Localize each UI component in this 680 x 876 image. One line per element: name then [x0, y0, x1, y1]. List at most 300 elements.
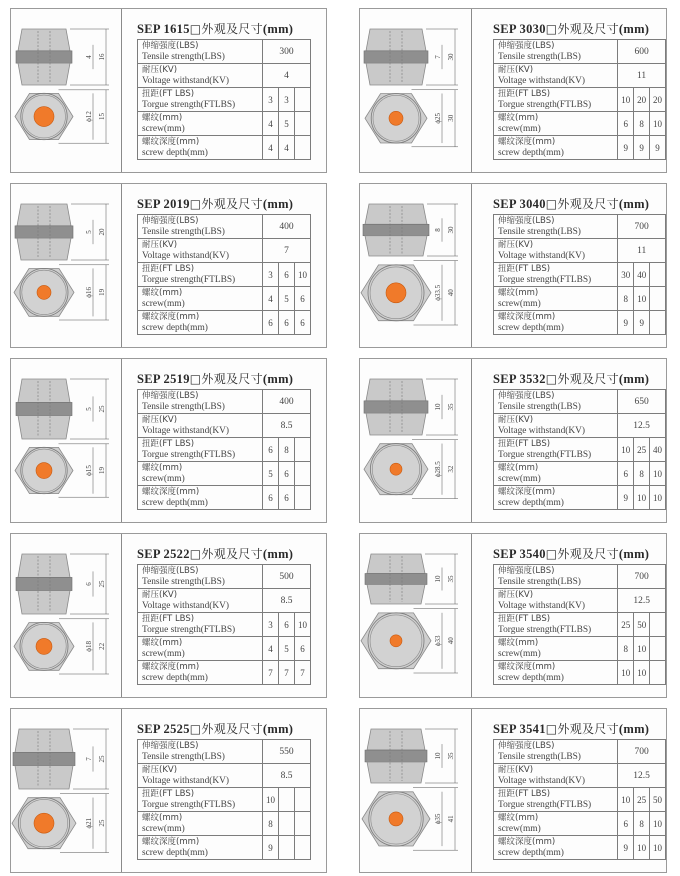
product-title: [137, 545, 293, 562]
hex-dimension-label: 25: [98, 819, 106, 827]
row-voltage: 耐压(KV) Voltage withstand(KV) 11: [494, 64, 666, 88]
band-dimension-label: 5: [85, 230, 93, 234]
screw-value: 10: [650, 812, 666, 836]
top-view-icon: [365, 93, 427, 143]
row-torque: 扭距(FT LBS) Torgue strength(FTLBS) 30 40: [494, 263, 666, 287]
insulator-drawing: [11, 184, 121, 347]
depth-value: 6: [263, 486, 279, 510]
depth-value: [295, 486, 311, 510]
side-view-icon: [16, 554, 72, 614]
product-card-sep-1615: [10, 8, 327, 173]
torque-value: 6: [279, 613, 295, 637]
screw-value: 4: [263, 112, 279, 136]
depth-value: 10: [634, 661, 650, 685]
height-dimension-label: 25: [98, 405, 106, 413]
model-name: SEP 2519: [137, 372, 190, 386]
torque-value: 10: [618, 438, 634, 462]
torque-value: 3: [263, 613, 279, 637]
screw-value: 6: [618, 812, 634, 836]
row-voltage: 耐压(KV) Voltage withstand(KV) 8.5: [138, 414, 311, 438]
insulator-drawing: [360, 359, 470, 522]
screw-value: [295, 112, 311, 136]
tensile-value: 700: [618, 740, 666, 764]
screw-value: 5: [279, 287, 295, 311]
hex-dimension-label: 40: [447, 637, 455, 645]
screw-value: [279, 812, 295, 836]
depth-value: 9: [634, 311, 650, 335]
height-dimension-label: 25: [98, 580, 106, 588]
screw-value: [650, 287, 666, 311]
hex-dimension-label: 22: [98, 642, 106, 650]
torque-value: 10: [263, 788, 279, 812]
product-title: [137, 720, 293, 737]
band-dimension-label: 10: [434, 752, 442, 760]
screw-value: 5: [279, 637, 295, 661]
torque-value: 50: [634, 613, 650, 637]
unit-label: (mm): [618, 22, 650, 36]
screw-value: 6: [295, 637, 311, 661]
screw-value: 10: [634, 637, 650, 661]
diameter-dimension-label: ϕ33.5: [434, 284, 442, 301]
product-title: [493, 545, 649, 562]
top-view-icon: [364, 444, 428, 495]
row-tensile: 伸缩强度(LBS) Tensile strength(LBS) 600: [494, 40, 666, 64]
depth-value: 9: [634, 136, 650, 160]
spec-table: [137, 214, 311, 335]
row-torque: 扭距(FT LBS) Torgue strength(FTLBS) 10 25 50: [494, 788, 666, 812]
hex-dimension-label: 32: [447, 465, 455, 473]
row-voltage: 耐压(KV) Voltage withstand(KV) 12.5: [494, 414, 666, 438]
voltage-value: 12.5: [618, 764, 666, 788]
product-card-sep-2019: [10, 183, 327, 348]
spec-table: [493, 214, 666, 335]
row-depth: 螺纹深度(mm) screw depth(mm) 9 9: [494, 311, 666, 335]
tensile-value: 400: [263, 215, 311, 239]
unit-label: (mm): [262, 197, 294, 211]
model-name: SEP 2522: [137, 547, 190, 561]
side-view-icon: [365, 554, 427, 604]
hex-dimension-label: 40: [447, 289, 455, 297]
torque-value: 25: [634, 788, 650, 812]
band-dimension-label: 10: [434, 575, 442, 583]
tensile-value: 550: [263, 740, 311, 764]
screw-value: [650, 637, 666, 661]
hex-dimension-label: 30: [447, 114, 455, 122]
torque-value: [650, 263, 666, 287]
product-card-sep-3532: [359, 358, 667, 523]
product-card-sep-2522: [10, 533, 327, 698]
row-torque: 扭距(FT LBS) Torgue strength(FTLBS) 6 8: [138, 438, 311, 462]
row-depth: 螺纹深度(mm) screw depth(mm) 9 10 10: [494, 836, 666, 860]
insulator-drawing: [11, 534, 121, 697]
row-screw: 螺纹(mm) screw(mm) 4 5: [138, 112, 311, 136]
spec-table: [137, 39, 311, 160]
row-screw: 螺纹(mm) screw(mm) 6 8 10: [494, 462, 666, 486]
title-suffix: □外观及尺寸: [189, 197, 263, 211]
top-view-icon: [15, 93, 73, 139]
side-view-icon: [364, 29, 428, 85]
screw-value: [295, 812, 311, 836]
torque-value: 6: [263, 438, 279, 462]
voltage-value: 12.5: [618, 414, 666, 438]
product-title: [493, 370, 649, 387]
top-view-icon: [361, 265, 431, 321]
screw-value: 8: [634, 112, 650, 136]
spec-table: [137, 564, 311, 685]
height-dimension-label: 35: [447, 403, 455, 411]
torque-value: 3: [263, 88, 279, 112]
torque-value: 10: [618, 788, 634, 812]
card-divider: [121, 534, 122, 697]
product-title: [493, 195, 649, 212]
card-divider: [121, 184, 122, 347]
title-suffix: □外观及尺寸: [545, 197, 619, 211]
depth-value: 10: [618, 661, 634, 685]
product-title: [493, 20, 649, 37]
depth-value: 10: [650, 486, 666, 510]
row-screw: 螺纹(mm) screw(mm) 8: [138, 812, 311, 836]
screw-value: [295, 462, 311, 486]
row-voltage: 耐压(KV) Voltage withstand(KV) 4: [138, 64, 311, 88]
product-card-sep-2519: [10, 358, 327, 523]
diameter-dimension-label: ϕ18: [85, 641, 93, 652]
depth-value: 9: [263, 836, 279, 860]
depth-value: 7: [263, 661, 279, 685]
tensile-value: 500: [263, 565, 311, 589]
voltage-value: 7: [263, 239, 311, 263]
title-suffix: □外观及尺寸: [189, 22, 263, 36]
insulator-drawing: [360, 184, 470, 347]
depth-value: 9: [618, 311, 634, 335]
title-suffix: □外观及尺寸: [189, 722, 263, 736]
row-screw: 螺纹(mm) screw(mm) 4 5 6: [138, 637, 311, 661]
screw-value: 6: [295, 287, 311, 311]
insulator-drawing: [11, 709, 121, 872]
insulator-drawing: [11, 9, 121, 172]
row-torque: 扭距(FT LBS) Torgue strength(FTLBS) 10 20 20: [494, 88, 666, 112]
voltage-value: 11: [618, 239, 666, 263]
diameter-dimension-label: ϕ25: [434, 112, 442, 124]
screw-value: 6: [618, 112, 634, 136]
spec-table: [493, 39, 666, 160]
row-tensile: 伸缩强度(LBS) Tensile strength(LBS) 400: [138, 390, 311, 414]
tensile-value: 700: [618, 215, 666, 239]
product-title: [137, 370, 293, 387]
hex-dimension-label: 15: [98, 113, 106, 121]
screw-value: 8: [634, 462, 650, 486]
row-voltage: 耐压(KV) Voltage withstand(KV) 11: [494, 239, 666, 263]
row-tensile: 伸缩强度(LBS) Tensile strength(LBS) 700: [494, 565, 666, 589]
row-voltage: 耐压(KV) Voltage withstand(KV) 12.5: [494, 589, 666, 613]
depth-value: 6: [295, 311, 311, 335]
diameter-dimension-label: ϕ35: [434, 813, 442, 825]
torque-value: 6: [279, 263, 295, 287]
row-tensile: 伸缩强度(LBS) Tensile strength(LBS) 700: [494, 740, 666, 764]
insulator-drawing: [11, 359, 121, 522]
card-divider: [121, 9, 122, 172]
screw-value: 10: [634, 287, 650, 311]
row-tensile: 伸缩强度(LBS) Tensile strength(LBS) 650: [494, 390, 666, 414]
screw-value: 10: [650, 462, 666, 486]
product-card-sep-3540: [359, 533, 667, 698]
row-voltage: 耐压(KV) Voltage withstand(KV) 12.5: [494, 764, 666, 788]
card-divider: [471, 184, 472, 347]
card-divider: [471, 709, 472, 872]
tensile-value: 600: [618, 40, 666, 64]
model-name: SEP 2019: [137, 197, 190, 211]
depth-value: 7: [295, 661, 311, 685]
row-torque: 扭距(FT LBS) Torgue strength(FTLBS) 3 6 10: [138, 263, 311, 287]
model-name: SEP 3040: [493, 197, 546, 211]
row-tensile: 伸缩强度(LBS) Tensile strength(LBS) 400: [138, 215, 311, 239]
depth-value: [295, 136, 311, 160]
torque-value: 20: [634, 88, 650, 112]
hex-dimension-label: 19: [98, 288, 106, 296]
screw-value: 6: [618, 462, 634, 486]
row-tensile: 伸缩强度(LBS) Tensile strength(LBS) 700: [494, 215, 666, 239]
height-dimension-label: 25: [98, 755, 106, 763]
row-torque: 扭距(FT LBS) Torgue strength(FTLBS) 10 25 40: [494, 438, 666, 462]
product-title: [493, 720, 649, 737]
title-suffix: □外观及尺寸: [545, 22, 619, 36]
insulator-drawing: [360, 534, 470, 697]
torque-value: 10: [618, 88, 634, 112]
card-divider: [471, 9, 472, 172]
diameter-dimension-label: ϕ21: [85, 817, 93, 829]
diameter-dimension-label: ϕ28.5: [434, 461, 442, 478]
torque-value: 3: [279, 88, 295, 112]
voltage-value: 8.5: [263, 764, 311, 788]
card-divider: [121, 709, 122, 872]
torque-value: 25: [618, 613, 634, 637]
hex-dimension-label: 41: [447, 815, 455, 823]
product-card-sep-3541: [359, 708, 667, 873]
depth-value: 4: [279, 136, 295, 160]
side-view-icon: [16, 379, 72, 439]
row-depth: 螺纹深度(mm) screw depth(mm) 9 10 10: [494, 486, 666, 510]
torque-value: 3: [263, 263, 279, 287]
side-view-icon: [16, 29, 72, 85]
unit-label: (mm): [618, 547, 650, 561]
row-screw: 螺纹(mm) screw(mm) 5 6: [138, 462, 311, 486]
tensile-value: 700: [618, 565, 666, 589]
tensile-value: 400: [263, 390, 311, 414]
title-suffix: □外观及尺寸: [545, 372, 619, 386]
row-depth: 螺纹深度(mm) screw depth(mm) 9 9 9: [494, 136, 666, 160]
title-suffix: □外观及尺寸: [189, 372, 263, 386]
row-screw: 螺纹(mm) screw(mm) 4 5 6: [138, 287, 311, 311]
voltage-value: 8.5: [263, 414, 311, 438]
spec-table: [493, 389, 666, 510]
band-dimension-label: 4: [85, 55, 93, 59]
depth-value: 10: [650, 836, 666, 860]
unit-label: (mm): [262, 722, 294, 736]
insulator-drawing: [360, 709, 470, 872]
depth-value: [295, 836, 311, 860]
torque-value: 20: [650, 88, 666, 112]
height-dimension-label: 30: [447, 226, 455, 234]
voltage-value: 11: [618, 64, 666, 88]
torque-value: [295, 438, 311, 462]
unit-label: (mm): [618, 722, 650, 736]
unit-label: (mm): [618, 197, 650, 211]
height-dimension-label: 35: [447, 575, 455, 583]
diameter-dimension-label: ϕ33: [434, 635, 442, 647]
screw-value: 5: [263, 462, 279, 486]
row-screw: 螺纹(mm) screw(mm) 8 10: [494, 637, 666, 661]
row-voltage: 耐压(KV) Voltage withstand(KV) 8.5: [138, 589, 311, 613]
row-voltage: 耐压(KV) Voltage withstand(KV) 8.5: [138, 764, 311, 788]
unit-label: (mm): [262, 372, 294, 386]
torque-value: 25: [634, 438, 650, 462]
band-dimension-label: 7: [85, 757, 93, 761]
hex-dimension-label: 19: [98, 467, 106, 475]
title-suffix: □外观及尺寸: [545, 547, 619, 561]
row-depth: 螺纹深度(mm) screw depth(mm) 4 4: [138, 136, 311, 160]
card-divider: [471, 534, 472, 697]
torque-value: 40: [650, 438, 666, 462]
depth-value: 9: [618, 486, 634, 510]
model-name: SEP 3541: [493, 722, 546, 736]
spec-table: [493, 564, 666, 685]
row-torque: 扭距(FT LBS) Torgue strength(FTLBS) 25 50: [494, 613, 666, 637]
depth-value: 6: [279, 486, 295, 510]
side-view-icon: [13, 729, 75, 789]
product-card-sep-3040: [359, 183, 667, 348]
diameter-dimension-label: ϕ15: [85, 465, 93, 476]
depth-value: 9: [650, 136, 666, 160]
torque-value: [295, 788, 311, 812]
band-dimension-label: 5: [85, 407, 93, 411]
side-view-icon: [364, 379, 428, 435]
depth-value: 9: [618, 836, 634, 860]
torque-value: [650, 613, 666, 637]
product-title: [137, 195, 293, 212]
torque-value: 10: [295, 263, 311, 287]
torque-value: 30: [618, 263, 634, 287]
unit-label: (mm): [262, 22, 294, 36]
diameter-dimension-label: ϕ16: [85, 287, 93, 298]
row-torque: 扭距(FT LBS) Torgue strength(FTLBS) 3 6 10: [138, 613, 311, 637]
row-tensile: 伸缩强度(LBS) Tensile strength(LBS) 500: [138, 565, 311, 589]
row-tensile: 伸缩强度(LBS) Tensile strength(LBS) 550: [138, 740, 311, 764]
depth-value: [650, 661, 666, 685]
voltage-value: 8.5: [263, 589, 311, 613]
screw-value: 6: [279, 462, 295, 486]
product-card-sep-3030: [359, 8, 667, 173]
top-view-icon: [14, 268, 74, 316]
depth-value: [650, 311, 666, 335]
row-tensile: 伸缩强度(LBS) Tensile strength(LBS) 300: [138, 40, 311, 64]
row-screw: 螺纹(mm) screw(mm) 6 8 10: [494, 812, 666, 836]
height-dimension-label: 20: [98, 228, 106, 236]
product-card-sep-2525: [10, 708, 327, 873]
voltage-value: 4: [263, 64, 311, 88]
height-dimension-label: 16: [98, 53, 106, 61]
depth-value: 10: [634, 836, 650, 860]
screw-value: 4: [263, 637, 279, 661]
depth-value: 10: [634, 486, 650, 510]
spec-table: [137, 739, 311, 860]
insulator-drawing: [360, 9, 470, 172]
title-suffix: □外观及尺寸: [545, 722, 619, 736]
spec-table: [493, 739, 666, 860]
torque-value: 10: [295, 613, 311, 637]
screw-value: 8: [618, 287, 634, 311]
row-depth: 螺纹深度(mm) screw depth(mm) 6 6: [138, 486, 311, 510]
row-screw: 螺纹(mm) screw(mm) 6 8 10: [494, 112, 666, 136]
torque-value: 40: [634, 263, 650, 287]
unit-label: (mm): [262, 547, 294, 561]
screw-value: 8: [618, 637, 634, 661]
top-view-icon: [361, 613, 431, 669]
height-dimension-label: 30: [447, 53, 455, 61]
row-torque: 扭距(FT LBS) Torgue strength(FTLBS) 3 3: [138, 88, 311, 112]
depth-value: 9: [618, 136, 634, 160]
diameter-dimension-label: ϕ12: [85, 111, 93, 122]
row-depth: 螺纹深度(mm) screw depth(mm) 10 10: [494, 661, 666, 685]
row-screw: 螺纹(mm) screw(mm) 8 10: [494, 287, 666, 311]
row-depth: 螺纹深度(mm) screw depth(mm) 6 6 6: [138, 311, 311, 335]
torque-value: [279, 788, 295, 812]
height-dimension-label: 35: [447, 752, 455, 760]
depth-value: [279, 836, 295, 860]
torque-value: 50: [650, 788, 666, 812]
product-title: [137, 20, 293, 37]
top-view-icon: [14, 622, 74, 670]
band-dimension-label: 10: [434, 403, 442, 411]
row-depth: 螺纹深度(mm) screw depth(mm) 7 7 7: [138, 661, 311, 685]
model-name: SEP 3532: [493, 372, 546, 386]
top-view-icon: [12, 798, 76, 849]
torque-value: 8: [279, 438, 295, 462]
depth-value: 6: [263, 311, 279, 335]
model-name: SEP 3030: [493, 22, 546, 36]
voltage-value: 12.5: [618, 589, 666, 613]
model-name: SEP 2525: [137, 722, 190, 736]
card-divider: [121, 359, 122, 522]
band-dimension-label: 7: [434, 55, 442, 59]
tensile-value: 650: [618, 390, 666, 414]
row-torque: 扭距(FT LBS) Torgue strength(FTLBS) 10: [138, 788, 311, 812]
card-divider: [471, 359, 472, 522]
spec-table: [137, 389, 311, 510]
depth-value: 4: [263, 136, 279, 160]
band-dimension-label: 8: [434, 228, 442, 232]
side-view-icon: [15, 204, 73, 260]
title-suffix: □外观及尺寸: [189, 547, 263, 561]
top-view-icon: [15, 447, 73, 493]
tensile-value: 300: [263, 40, 311, 64]
side-view-icon: [363, 204, 429, 256]
side-view-icon: [365, 729, 427, 783]
top-view-icon: [362, 792, 430, 846]
torque-value: [295, 88, 311, 112]
screw-value: 4: [263, 287, 279, 311]
screw-value: 5: [279, 112, 295, 136]
row-depth: 螺纹深度(mm) screw depth(mm) 9: [138, 836, 311, 860]
model-name: SEP 1615: [137, 22, 190, 36]
screw-value: 10: [650, 112, 666, 136]
band-dimension-label: 6: [85, 582, 93, 586]
depth-value: 6: [279, 311, 295, 335]
depth-value: 7: [279, 661, 295, 685]
screw-value: 8: [263, 812, 279, 836]
screw-value: 8: [634, 812, 650, 836]
model-name: SEP 3540: [493, 547, 546, 561]
row-voltage: 耐压(KV) Voltage withstand(KV) 7: [138, 239, 311, 263]
unit-label: (mm): [618, 372, 650, 386]
